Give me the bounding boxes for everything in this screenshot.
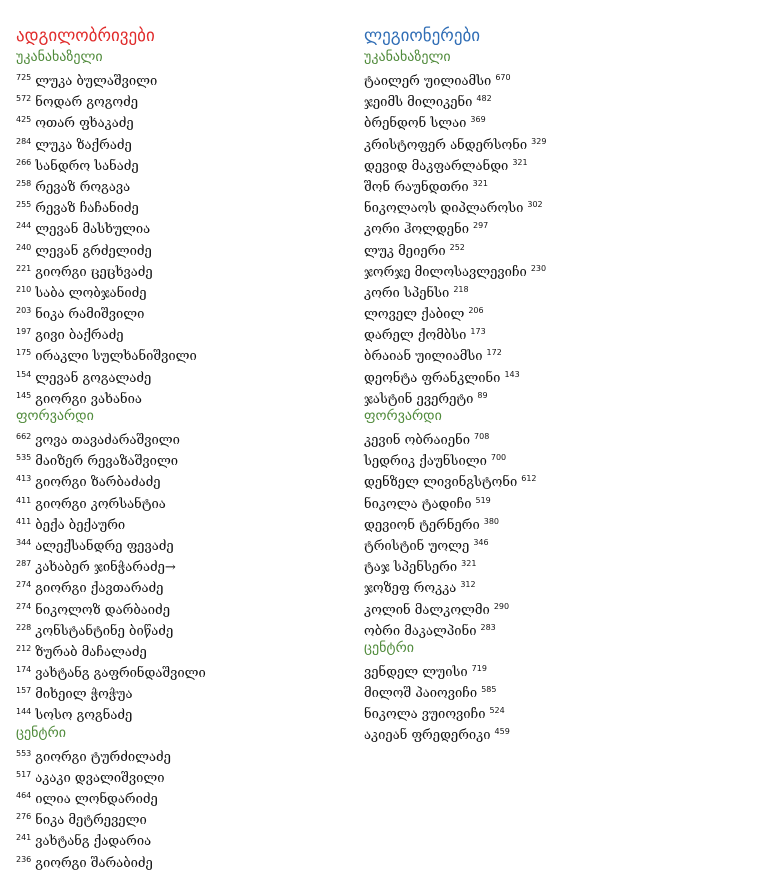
player-name: ნიკოლოზ დარბაიძე	[35, 602, 170, 618]
player-row	[16, 659, 356, 680]
player-rating: 143	[504, 369, 520, 379]
player-name: ჯორჯე მილოსავლევიჩი	[364, 264, 527, 280]
player-row	[364, 300, 754, 321]
player-name: დევიდ მაკფარლანდი	[364, 158, 509, 174]
player-row	[16, 849, 356, 870]
player-rating: 274	[16, 580, 32, 590]
player-name: ვენდელ ლუისი	[364, 664, 468, 680]
player-rating: 517	[16, 769, 32, 779]
player-name: ჯოზეფ როკკა	[364, 581, 457, 597]
player-row	[16, 173, 356, 194]
player-name: გიორგი კორსანტია	[35, 496, 166, 512]
column-legionnaires	[364, 26, 754, 743]
player-name: დენზელ ლივინგსტონი	[364, 475, 518, 491]
player-row	[16, 88, 356, 109]
player-rating: 369	[470, 115, 486, 125]
section-heading: ფორვარდი	[364, 408, 442, 424]
player-row	[364, 617, 754, 638]
player-rating: 283	[480, 622, 496, 632]
player-rating: 321	[512, 157, 528, 167]
player-row	[16, 385, 356, 406]
player-name: გიორგი ვახანია	[35, 391, 142, 407]
player-row	[16, 806, 356, 827]
player-name: კევინ ობრაიენი	[364, 433, 471, 448]
player-name: კრისტოფერ ანდერსონი	[364, 137, 528, 153]
column-title: ლეგიონერები	[364, 26, 481, 46]
player-row	[16, 785, 356, 806]
player-rating: 290	[493, 601, 510, 611]
player-name: სედრიკ ქაუნსილი	[364, 454, 487, 470]
player-rating: 174	[16, 665, 32, 675]
player-row	[16, 237, 356, 258]
player-name: აკაკი დვალიშვილი	[35, 770, 165, 786]
player-rating: 145	[16, 390, 32, 400]
player-row	[16, 152, 356, 173]
player-rating: 230	[530, 263, 547, 273]
player-name: კონსტანტინე ბიწაძე	[35, 623, 174, 639]
player-name: ნიკა რამიშვილი	[35, 307, 145, 323]
player-name: ოთარ ფხაკაძე	[35, 116, 134, 132]
player-rating: 321	[461, 559, 477, 569]
player-row	[16, 680, 356, 701]
player-rating: 302	[527, 200, 543, 210]
player-name: ზურაბ მაჩალაძე	[35, 644, 147, 660]
player-name: მაიზერ რევაზაშვილი	[35, 454, 179, 470]
player-row	[16, 701, 356, 722]
player-row	[16, 511, 356, 532]
player-name: აკიეან ფრედერიკი	[364, 728, 491, 744]
player-rating: 266	[16, 157, 32, 167]
player-name: ვახტანგ გაფრინდაშვილი	[35, 666, 206, 682]
player-row	[16, 194, 356, 215]
player-row	[16, 279, 356, 300]
player-name: რევაზ ჩაჩანიძე	[35, 201, 139, 217]
player-name: ბრაიან უილიამსი	[364, 349, 483, 365]
player-rating: 535	[16, 453, 32, 463]
player-name: ლოველ ქაბილ	[364, 307, 465, 323]
player-name: დარელ ქომბსი	[364, 328, 467, 344]
player-name: ბექა ბექაური	[35, 517, 126, 533]
player-rating: 380	[483, 516, 500, 526]
player-row	[16, 300, 356, 321]
player-name: ლუკ მეიერი	[364, 243, 446, 259]
player-rating: 464	[16, 791, 32, 800]
player-rating: 258	[16, 178, 32, 188]
player-rating: 312	[460, 580, 476, 590]
player-rating: 585	[481, 685, 497, 695]
player-row	[364, 596, 754, 617]
player-row	[16, 215, 356, 236]
player-rating: 700	[490, 453, 507, 463]
player-row	[16, 426, 356, 447]
player-row	[16, 447, 356, 468]
player-row	[364, 532, 754, 553]
player-rating: 284	[16, 136, 32, 146]
player-name: დევიონ ტერნერი	[364, 517, 480, 533]
section-heading: უკანახაზელი	[16, 49, 103, 65]
player-row	[364, 237, 754, 258]
player-rating: 154	[16, 369, 32, 379]
player-row	[364, 321, 754, 342]
player-row	[364, 426, 754, 447]
player-row	[364, 194, 754, 215]
player-row	[16, 364, 356, 385]
section-heading: ცენტრი	[16, 724, 66, 741]
player-rating: 210	[16, 284, 32, 294]
player-row	[364, 721, 754, 742]
player-name: ნიკოლაოს დიპლაროსი	[364, 201, 524, 217]
player-name: გიორგი ქავთარაძე	[35, 581, 164, 597]
player-rating: 344	[16, 537, 32, 547]
player-name: რევაზ როგავა	[35, 179, 131, 195]
player-rating: 221	[16, 263, 32, 273]
player-rating: 612	[521, 474, 537, 484]
player-name: ტაჯ სპენსერი	[364, 560, 458, 576]
player-rating: 244	[16, 221, 32, 231]
player-row	[364, 447, 754, 468]
player-name: დეონტა ფრანკლინი	[364, 370, 501, 386]
player-name: მილოშ პაიოვიჩი	[364, 686, 478, 702]
player-rating: 236	[16, 854, 32, 864]
player-name: ტაილერ უილიამსი	[364, 74, 492, 89]
player-name: ლევან მასხულია	[35, 222, 151, 238]
player-rating: 321	[472, 178, 488, 188]
player-rating: 287	[16, 559, 32, 569]
player-row	[16, 490, 356, 511]
player-row	[364, 215, 754, 236]
player-row	[16, 258, 356, 279]
player-rating: 459	[494, 727, 510, 737]
player-rating: 413	[16, 474, 32, 484]
player-row	[364, 511, 754, 532]
player-rating: 212	[16, 643, 32, 653]
player-rating: 203	[16, 306, 32, 316]
player-rating: 228	[16, 622, 32, 632]
player-rating: 206	[468, 306, 484, 316]
player-rating: 572	[16, 94, 32, 104]
player-rating: 173	[470, 327, 486, 337]
player-rating: 297	[472, 221, 489, 231]
player-row	[16, 764, 356, 785]
player-name: ნოდარ გოგოძე	[35, 95, 139, 111]
player-rating: 670	[495, 73, 511, 82]
player-rating: 144	[16, 707, 32, 717]
player-row	[16, 553, 356, 574]
player-rating: 725	[16, 73, 32, 82]
player-rating: 218	[453, 284, 469, 294]
player-row	[364, 385, 754, 406]
player-name: გიორგი ცეცხვაძე	[35, 264, 153, 280]
player-name: ილია ლონდარიძე	[35, 792, 158, 807]
player-row	[364, 279, 754, 300]
column-locals	[16, 26, 356, 870]
player-name: კორი სპენსი	[364, 285, 450, 301]
player-rating: 274	[16, 601, 32, 611]
player-row	[364, 131, 754, 152]
player-row	[364, 67, 754, 88]
player-rating: 175	[16, 348, 32, 358]
player-rating: 252	[449, 242, 465, 252]
player-row	[364, 173, 754, 194]
player-name: გიორგი ზარბაძაძე	[35, 475, 161, 491]
player-row	[16, 532, 356, 553]
player-row	[16, 109, 356, 130]
player-name: ჯასტინ ევერეტი	[364, 391, 474, 407]
player-name: მიხეილ ჭოჭუა	[35, 687, 133, 703]
player-row	[364, 468, 754, 489]
player-row	[364, 364, 754, 385]
player-rating: 411	[16, 516, 32, 526]
section-heading: უკანახაზელი	[364, 49, 451, 65]
player-name: ობრი მაკალპინი	[364, 623, 477, 639]
player-rating: 241	[16, 833, 32, 843]
player-row	[364, 88, 754, 109]
player-name: ვოვა თავაძარაშვილი	[35, 433, 180, 448]
player-name: ნიკოლა ტადიჩი	[364, 496, 472, 512]
player-name: ნიკა მეტრეველი	[35, 813, 147, 829]
player-rating: 197	[16, 327, 32, 337]
player-name: ირაკლი სულხანიშვილი	[35, 349, 197, 365]
player-rating: 482	[476, 94, 492, 104]
player-rating: 329	[531, 136, 547, 146]
player-row	[364, 658, 754, 679]
column-title: ადგილობრივები	[16, 26, 155, 46]
player-row	[364, 574, 754, 595]
player-rating: 89	[477, 390, 488, 400]
player-name: ლუკა ბულაშვილი	[35, 74, 158, 89]
player-row	[364, 109, 754, 130]
player-rating: 346	[473, 537, 489, 547]
player-rating: 719	[471, 663, 487, 673]
player-row	[16, 827, 356, 848]
player-name: ლევან გრძელიძე	[35, 243, 152, 259]
player-row	[364, 700, 754, 721]
player-rating: 708	[474, 432, 490, 441]
player-row	[364, 553, 754, 574]
player-rating: 519	[475, 495, 491, 505]
player-name: ვახტანგ ქადარია	[35, 834, 152, 850]
player-rating: 411	[16, 495, 32, 505]
player-rating: 553	[16, 748, 32, 758]
player-name: ჯეიმს მილიკენი	[364, 95, 473, 111]
player-rating: 157	[16, 686, 32, 696]
player-name: სოსო გოგნაძე	[35, 708, 133, 724]
player-rating: 276	[16, 812, 32, 822]
player-name: კორი ჰოლდენი	[364, 222, 469, 238]
player-row	[364, 258, 754, 279]
player-name: გიორგი ტურძილაძე	[35, 749, 171, 765]
player-name: ლევან გოგალაძე	[35, 370, 152, 386]
player-rating: 662	[16, 432, 32, 441]
player-rating: 524	[489, 706, 505, 716]
player-row	[16, 321, 356, 342]
player-row	[16, 131, 356, 152]
player-name: კოლინ მალკოლმი	[364, 602, 490, 618]
player-rating: 425	[16, 115, 32, 125]
player-row	[364, 152, 754, 173]
player-row	[16, 468, 356, 489]
player-row	[364, 490, 754, 511]
section-heading: ცენტრი	[364, 639, 414, 656]
player-name: სანდრო სანაძე	[35, 158, 139, 174]
player-name: შონ რაუნდთრი	[364, 179, 469, 195]
player-row	[16, 574, 356, 595]
player-rating: 172	[486, 348, 502, 358]
player-row	[364, 342, 754, 363]
player-name: ბრენდონ სლაი	[364, 116, 467, 132]
player-name: ნიკოლა ვუიოვიჩი	[364, 707, 486, 723]
player-name: გიორგი შარაბიძე	[35, 855, 153, 871]
player-row	[364, 679, 754, 700]
player-row	[16, 342, 356, 363]
player-name: ალექსანდრე ფევაძე	[35, 538, 174, 554]
player-name: კახაბერ ჯინჭარაძე→	[35, 560, 176, 576]
section-heading: ფორვარდი	[16, 408, 94, 424]
player-name: საბა ლობჯანიძე	[35, 285, 147, 301]
player-row	[16, 596, 356, 617]
player-row	[16, 743, 356, 764]
player-row	[16, 638, 356, 659]
player-row	[16, 67, 356, 88]
player-rating: 255	[16, 200, 32, 210]
player-rating: 240	[16, 242, 32, 252]
player-name: ლუკა ზაქრაძე	[35, 137, 132, 153]
player-name: ტრისტინ უოლე	[364, 538, 470, 554]
player-row	[16, 617, 356, 638]
player-name: გივი ბაქრაძე	[35, 328, 124, 344]
